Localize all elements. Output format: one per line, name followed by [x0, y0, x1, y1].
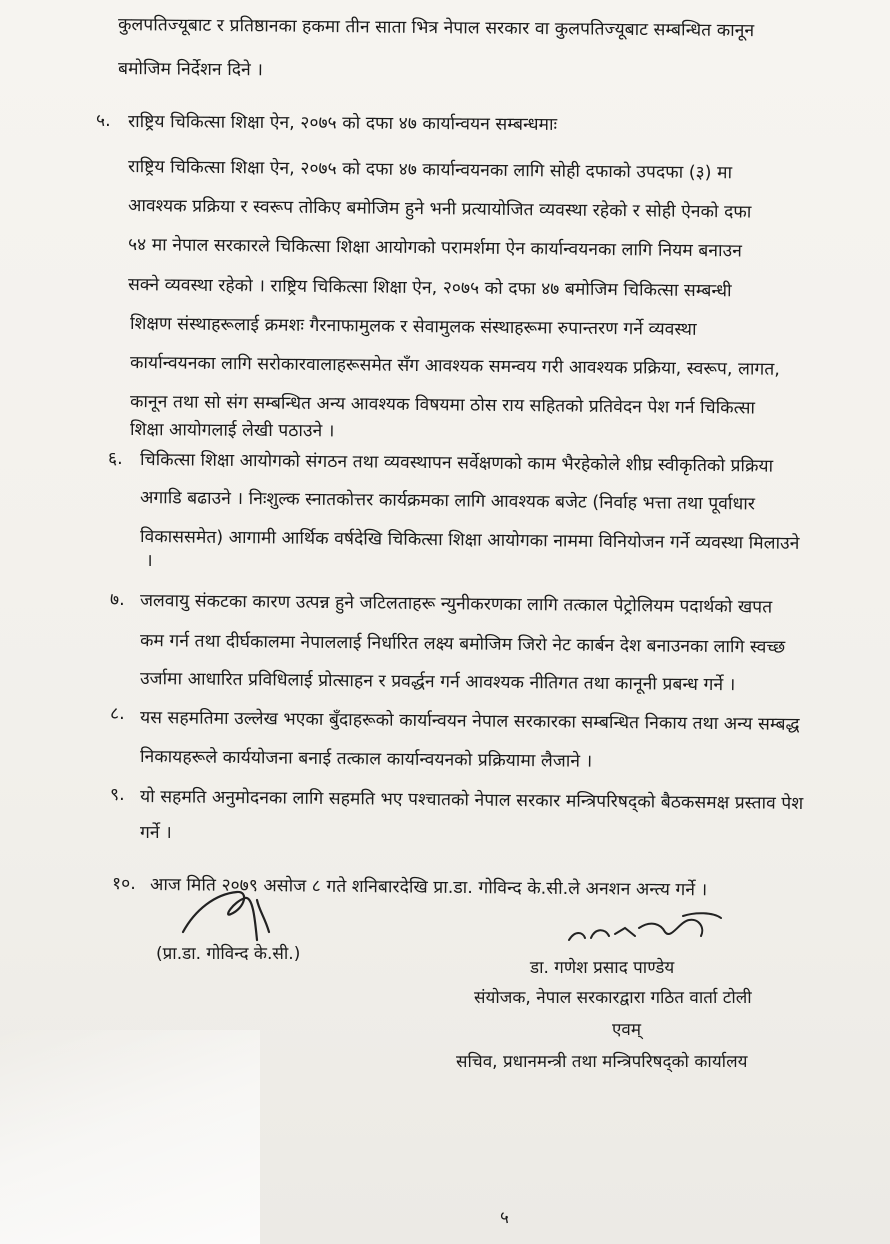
intro-line: बमोजिम निर्देशन दिने । — [117, 59, 264, 81]
paragraph-line: विकाससमेत) आगामी आर्थिक वर्षदेखि चिकित्सा शिक्षा आयोगका नाममा विनियोजन गर्ने व्यवस्था मिलाउने — [139, 527, 800, 554]
paragraph-line: चिकित्सा शिक्षा आयोगको संगठन तथा व्यवस्थापन सर्वेक्षणको काम भैरहेकोले शीघ्र स्वीकृतिको प्रक्रिया — [139, 450, 774, 477]
paragraph-line: आवश्यक प्रक्रिया र स्वरूप तोकिए बमोजिम हुने भनी प्रत्यायोजित व्यवस्था रहेको र सोही ऐनको दफा — [127, 196, 752, 223]
paragraph-line: गर्ने । — [140, 823, 172, 843]
paper-fold-shading — [0, 1030, 260, 1244]
paragraph-line: शिक्षण संस्थाहरूलाई क्रमशः गैरनाफामुलक र सेवामुलक संस्थाहरूमा रुपान्तरण गर्ने व्यवस्था — [129, 314, 697, 340]
paragraph-line: कानून तथा सो संग सम्बन्धित अन्य आवश्यक विषयमा ठोस राय सहितको प्रतिवेदन पेश गर्न चिकित्सा — [129, 392, 756, 419]
item-number: ८. — [110, 704, 125, 724]
paragraph-line: । — [146, 551, 153, 571]
signatory-right-role: सचिव, प्रधानमन्त्री तथा मन्त्रिपरिषद्को कार्यालय — [456, 1052, 748, 1072]
item-number: ७. — [110, 590, 125, 610]
signature-right-icon — [565, 910, 725, 950]
signatory-left-name: (प्रा.डा. गोविन्द के.सी.) — [156, 944, 301, 964]
paragraph-line: ५४ मा नेपाल सरकारले चिकित्सा शिक्षा आयोगको परामर्शमा ऐन कार्यान्वयनका लागि नियम बनाउन — [127, 235, 742, 262]
item-number: ५. — [96, 111, 111, 131]
intro-line: कुलपतिज्यूबाट र प्रतिष्ठानका हकमा तीन साता भित्र नेपाल सरकार वा कुलपतिज्यूबाट सम्बन्धित कानून — [117, 15, 755, 42]
item-number: ९. — [110, 785, 125, 805]
paragraph-line: अगाडि बढाउने । निःशुल्क स्नातकोत्तर कार्यक्रमका लागि आवश्यक बजेट (निर्वाह भत्ता तथा पूर्वाधार — [139, 488, 756, 515]
paragraph-line: सक्ने व्यवस्था रहेको । राष्ट्रिय चिकित्सा शिक्षा ऐन, २०७५ को दफा ४७ बमोजिम चिकित्सा सम्बन्धी — [127, 275, 732, 302]
paragraph-line: जलवायु संकटका कारण उत्पन्न हुने जटिलताहरू न्युनीकरणका लागि तत्काल पेट्रोलियम पदार्थको खपत — [139, 591, 773, 618]
item-number: ६. — [108, 449, 123, 469]
signatory-connector: एवम् — [612, 1020, 642, 1040]
signatory-right-role: संयोजक, नेपाल सरकारद्वारा गठित वार्ता टोली — [474, 988, 752, 1008]
paragraph-line: शिक्षा आयोगलाई लेखी पठाउने । — [129, 420, 335, 442]
page-number: ५ — [500, 1208, 509, 1228]
paragraph-line: राष्ट्रिय चिकित्सा शिक्षा ऐन, २०७५ को दफा ४७ कार्यान्वयनका लागि सोही दफाको उपदफा (३) मा — [127, 157, 733, 184]
signatory-right-name: डा. गणेश प्रसाद पाण्डेय — [530, 958, 675, 978]
paragraph-line: यो सहमति अनुमोदनका लागि सहमति भए पश्चातको नेपाल सरकार मन्त्रिपरिषद्को बैठकसमक्ष प्रस्ताव पेश — [139, 787, 804, 814]
item-heading: राष्ट्रिय चिकित्सा शिक्षा ऐन, २०७५ को दफा ४७ कार्यान्वयन सम्बन्धमाः — [127, 112, 558, 135]
paragraph-line: यस सहमतिमा उल्लेख भएका बुँदाहरूको कार्यान्वयन नेपाल सरकारका सम्बन्धित निकाय तथा अन्य सम्बद्ध — [139, 708, 800, 735]
paragraph-line: निकायहरूले कार्ययोजना बनाई तत्काल कार्यान्वयनको प्रक्रियामा लैजाने । — [139, 747, 593, 772]
paragraph-line: उर्जामा आधारित प्रविधिलाई प्रोत्साहन र प्रवर्द्धन गर्न आवश्यक नीतिगत तथा कानूनी प्रबन्ध गर्ने । — [139, 669, 736, 696]
paragraph-line: कार्यान्वयनका लागि सरोकारवालाहरूसमेत सँग आवश्यक समन्वय गरी आवश्यक प्रक्रिया, स्वरूप, लागत, — [129, 353, 780, 380]
signature-left-icon — [175, 880, 285, 950]
item-number: १०. — [112, 874, 136, 894]
paragraph-line: कम गर्न तथा दीर्घकालमा नेपाललाई निर्धारित लक्ष्य बमोजिम जिरो नेट कार्बन देश बनाउनका लागि स्वच्छ — [139, 631, 786, 658]
paragraph-line: आज मिति २०७९ असोज ८ गते शनिबारदेखि प्रा.डा. गोविन्द के.सी.ले अनशन अन्त्य गर्ने । — [149, 875, 708, 901]
